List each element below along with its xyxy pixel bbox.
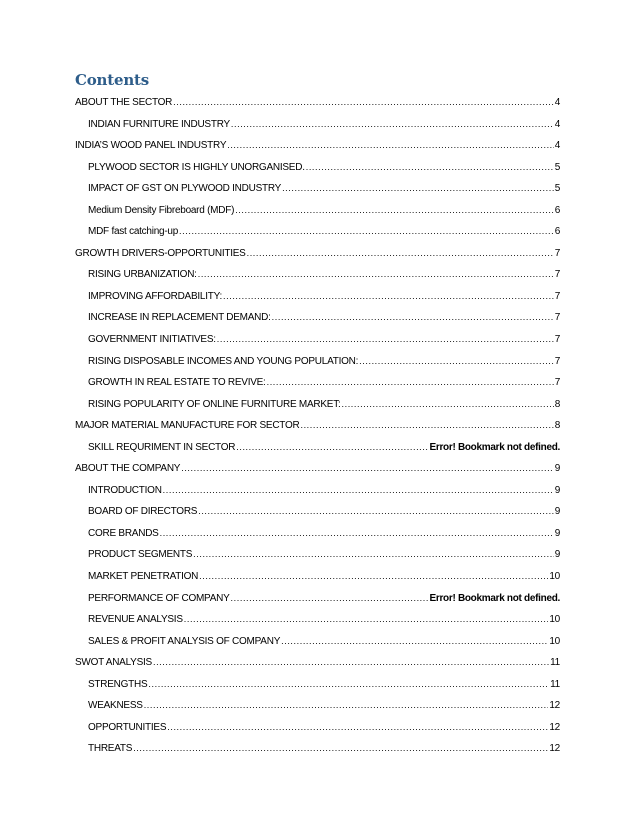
toc-dot-leader xyxy=(163,480,554,502)
toc-entry xyxy=(0,523,638,545)
toc-page-number: 12 xyxy=(549,700,560,712)
toc-error-message: Error! Bookmark not defined. xyxy=(429,592,560,604)
toc-entry-link[interactable] xyxy=(88,114,560,136)
toc-dot-leader xyxy=(133,738,548,760)
toc-entry-text: IMPROVING AFFORDABILITY: xyxy=(88,290,223,302)
toc-page-number: 4 xyxy=(554,118,560,130)
toc-entry xyxy=(0,178,638,200)
toc-dot-leader xyxy=(144,695,549,717)
toc-dot-leader xyxy=(179,221,554,243)
toc-entry-text: CORE BRANDS xyxy=(88,527,159,539)
toc-entry-text: RISING DISPOSABLE INCOMES AND YOUNG POPULATION: xyxy=(88,355,359,367)
toc-entry-link[interactable] xyxy=(88,523,560,545)
toc-entry-text: PERFORMANCE OF COMPANY xyxy=(88,592,230,604)
toc-entry-link[interactable] xyxy=(88,157,560,179)
toc-page-number: 7 xyxy=(554,377,560,389)
toc-dot-leader xyxy=(193,544,554,566)
toc-entry-link[interactable] xyxy=(88,437,560,459)
toc-page-number: 4 xyxy=(554,140,560,152)
toc-entry-text: GROWTH DRIVERS-OPPORTUNITIES xyxy=(75,247,246,259)
toc-page-number: 8 xyxy=(554,398,560,410)
toc-entry-text: RISING POPULARITY OF ONLINE FURNITURE MARKET: xyxy=(88,398,341,410)
toc-page-number: 11 xyxy=(550,678,560,690)
toc-dot-leader xyxy=(281,631,548,653)
toc-entry-link[interactable] xyxy=(75,415,560,437)
toc-entry-text: MDF fast catching-up xyxy=(88,226,179,238)
toc-entry-text: INTRODUCTION xyxy=(88,484,162,496)
toc-page-number: 7 xyxy=(554,247,560,259)
toc-dot-leader xyxy=(199,566,548,588)
toc-dot-leader xyxy=(231,588,429,610)
toc-entry-link[interactable] xyxy=(88,717,560,739)
toc-entry-link[interactable] xyxy=(88,264,560,286)
toc-dot-leader xyxy=(198,264,554,286)
toc-title: Contents xyxy=(75,71,150,89)
toc-page-number: 7 xyxy=(554,312,560,324)
toc-entry xyxy=(0,695,638,717)
toc-entry xyxy=(0,480,638,502)
toc-page-number: 6 xyxy=(554,204,560,216)
toc-page-number: 12 xyxy=(549,743,560,755)
toc-entry xyxy=(0,351,638,373)
toc-entry xyxy=(0,200,638,222)
toc-page-number: 10 xyxy=(549,635,560,647)
toc-entry-link[interactable] xyxy=(88,609,560,631)
toc-entry-text: SKILL REQURIMENT IN SECTOR xyxy=(88,441,236,453)
toc-entry xyxy=(0,157,638,179)
toc-page-number: 7 xyxy=(554,269,560,281)
toc-entry xyxy=(0,458,638,480)
toc-entry-link[interactable] xyxy=(88,674,560,696)
toc-dot-leader xyxy=(272,307,554,329)
toc-entry xyxy=(0,609,638,631)
toc-entry xyxy=(0,588,638,610)
toc-entry-link[interactable] xyxy=(88,221,560,243)
toc-entry-link[interactable] xyxy=(75,92,560,114)
toc-dot-leader xyxy=(217,329,554,351)
toc-entry xyxy=(0,394,638,416)
toc-entry-link[interactable] xyxy=(88,372,560,394)
toc-page-number: 9 xyxy=(554,527,560,539)
toc-page-number: 4 xyxy=(554,97,560,108)
toc-dot-leader xyxy=(173,92,554,114)
toc-dot-leader xyxy=(267,372,554,394)
toc-entry-link[interactable] xyxy=(88,738,560,760)
toc-entry-text: WEAKNESS xyxy=(88,700,143,712)
toc-entry xyxy=(0,92,638,114)
toc-entry-link[interactable] xyxy=(88,351,560,373)
toc-entry-text: INDIA’S WOOD PANEL INDUSTRY xyxy=(75,140,227,152)
toc-entry xyxy=(0,501,638,523)
toc-dot-leader xyxy=(167,717,548,739)
toc-entry xyxy=(0,221,638,243)
toc-entry-link[interactable] xyxy=(75,135,560,157)
toc-page-number: 9 xyxy=(554,506,560,518)
toc-entry-text: SWOT ANALYSIS xyxy=(75,657,152,669)
toc-entry-link[interactable] xyxy=(75,458,560,480)
toc-entry-text: THREATS xyxy=(88,743,133,755)
toc-entry-text: ABOUT THE SECTOR xyxy=(75,97,173,108)
toc-entry-text: INCREASE IN REPLACEMENT DEMAND: xyxy=(88,312,271,324)
toc-entry-text: MARKET PENETRATION xyxy=(88,571,199,583)
toc-entry xyxy=(0,437,638,459)
toc-dot-leader xyxy=(236,437,428,459)
toc-dot-leader xyxy=(359,351,554,373)
toc-entry-text: REVENUE ANALYSIS xyxy=(88,614,183,626)
toc-entry-text: GROWTH IN REAL ESTATE TO REVIVE: xyxy=(88,377,266,389)
toc-page-number: 5 xyxy=(554,183,560,195)
toc-page-number: 8 xyxy=(554,420,560,432)
toc-entry-link[interactable] xyxy=(88,544,560,566)
toc-entry-link[interactable] xyxy=(88,286,560,308)
toc-entry-link[interactable] xyxy=(88,329,560,351)
toc-entry-link[interactable] xyxy=(88,695,560,717)
toc-page-number: 11 xyxy=(550,657,560,669)
toc-entry-link[interactable] xyxy=(88,178,560,200)
toc-dot-leader xyxy=(198,501,553,523)
toc-entry xyxy=(0,566,638,588)
toc-entry xyxy=(0,243,638,265)
toc-dot-leader xyxy=(231,114,554,136)
toc-entry-text: STRENGTHS xyxy=(88,678,148,690)
toc-entry-text: ABOUT THE COMPANY xyxy=(75,463,181,475)
toc-dot-leader xyxy=(184,609,549,631)
toc-error-message: Error! Bookmark not defined. xyxy=(429,441,560,453)
toc-entry-link[interactable] xyxy=(88,588,560,610)
toc-dot-leader xyxy=(181,458,553,480)
toc-entry-text: RISING URBANIZATION: xyxy=(88,269,197,281)
toc-page-number: 12 xyxy=(549,721,560,733)
toc-entry-link[interactable] xyxy=(88,394,560,416)
toc-page-number: 5 xyxy=(554,161,560,173)
toc-page-number: 9 xyxy=(554,484,560,496)
toc-dot-leader xyxy=(247,243,554,265)
toc-entry xyxy=(0,415,638,437)
toc-page-number: 10 xyxy=(549,614,560,626)
toc-dot-leader xyxy=(153,652,549,674)
toc-page-number: 7 xyxy=(554,290,560,302)
toc-entry xyxy=(0,717,638,739)
toc-entry-link[interactable] xyxy=(88,501,560,523)
toc-entry xyxy=(0,135,638,157)
toc-entry xyxy=(0,652,638,674)
toc-entry-text: SALES & PROFIT ANALYSIS OF COMPANY xyxy=(88,635,281,647)
toc-entry-link[interactable] xyxy=(88,566,560,588)
toc-entry-link[interactable] xyxy=(75,243,560,265)
toc-entry-text: INDIAN FURNITURE INDUSTRY xyxy=(88,118,230,130)
toc-entry-link[interactable] xyxy=(88,200,560,222)
toc-entry xyxy=(0,738,638,760)
toc-dot-leader xyxy=(223,286,554,308)
toc-entry xyxy=(0,544,638,566)
toc-entry-text: IMPACT OF GST ON PLYWOOD INDUSTRY xyxy=(88,183,282,195)
toc-dot-leader xyxy=(160,523,554,545)
toc-entry-text: PRODUCT SEGMENTS xyxy=(88,549,193,561)
toc-page-number: 10 xyxy=(549,571,560,583)
toc-dot-leader xyxy=(282,178,554,200)
toc-entry-text: OPPORTUNITIES xyxy=(88,721,167,733)
toc-page-number: 9 xyxy=(554,549,560,561)
toc-entry-link[interactable] xyxy=(75,652,560,674)
toc-entry xyxy=(0,264,638,286)
toc-dot-leader xyxy=(342,394,554,416)
toc-entry-text: MAJOR MATERIAL MANUFACTURE FOR SECTOR xyxy=(75,420,300,432)
toc-dot-leader xyxy=(235,200,554,222)
toc-entry-text: GOVERNMENT INITIATIVES: xyxy=(88,334,216,346)
toc-dot-leader xyxy=(306,157,554,179)
toc-dot-leader xyxy=(227,135,553,157)
toc-entry xyxy=(0,674,638,696)
toc-entry-text: BOARD OF DIRECTORS xyxy=(88,506,198,518)
toc-entry xyxy=(0,286,638,308)
toc-list xyxy=(0,92,638,760)
toc-entry xyxy=(0,631,638,653)
toc-entry-text: Medium Density Fibreboard (MDF) xyxy=(88,204,235,216)
toc-entry-text: PLYWOOD SECTOR IS HIGHLY UNORGANISED. xyxy=(88,161,305,173)
toc-page-number: 9 xyxy=(554,463,560,475)
toc-entry xyxy=(0,114,638,136)
toc-dot-leader xyxy=(300,415,553,437)
toc-page-number: 6 xyxy=(554,226,560,238)
toc-page-number: 7 xyxy=(554,355,560,367)
toc-entry xyxy=(0,307,638,329)
toc-entry-link[interactable] xyxy=(88,480,560,502)
toc-entry-link[interactable] xyxy=(88,307,560,329)
toc-dot-leader xyxy=(148,674,549,696)
toc-entry-link[interactable] xyxy=(88,631,560,653)
toc-entry xyxy=(0,372,638,394)
toc-entry xyxy=(0,329,638,351)
toc-page-number: 7 xyxy=(554,334,560,346)
